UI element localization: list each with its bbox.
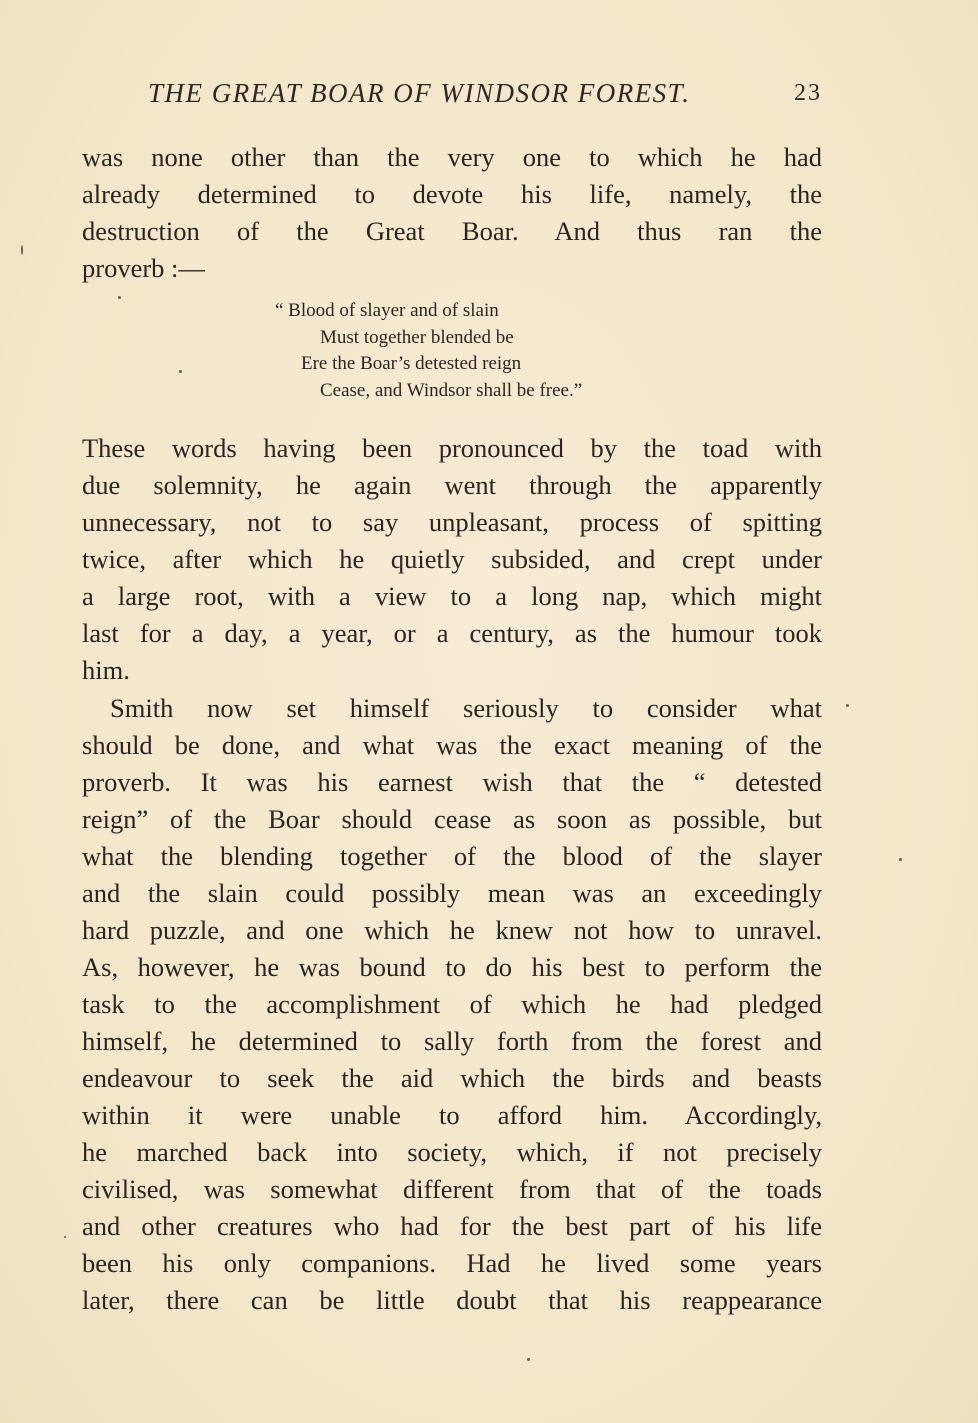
page-number: 23: [794, 80, 822, 106]
text-line: him.: [82, 655, 130, 685]
text-line: proverb :—: [82, 253, 205, 283]
verse-line: Must together blended be: [320, 326, 514, 348]
text-line: already determined to devote his life, namely, the: [82, 179, 822, 209]
text-line: due solemnity, he again went through the apparently: [82, 470, 822, 500]
text-line: Smith now set himself seriously to consider what: [110, 693, 822, 723]
paragraph-1: [82, 139, 822, 287]
paragraph-3: [82, 690, 822, 1319]
text-line: should be done, and what was the exact meaning of the: [82, 730, 822, 760]
verse-line: “ Blood of slayer and of slain: [275, 300, 499, 321]
paper-speck: [899, 858, 902, 861]
text-line: task to the accomplishment of which he had pledged: [82, 989, 822, 1019]
paragraph-2: [82, 430, 822, 689]
text-line: These words having been pronounced by the toad with: [82, 433, 822, 463]
text-line: reign” of the Boar should cease as soon as possible, but: [82, 804, 822, 834]
paper-speck: [64, 1236, 66, 1238]
text-line: destruction of the Great Boar. And thus ran the: [82, 216, 822, 246]
text-line: and other creatures who had for the best part of his life: [82, 1211, 822, 1241]
text-line: later, there can be little doubt that his reappearance: [82, 1285, 822, 1315]
paper-speck: [527, 1358, 530, 1361]
text-line: unnecessary, not to say unpleasant, process of spitting: [82, 507, 822, 537]
text-line: twice, after which he quietly subsided, and crept under: [82, 544, 822, 574]
verse-line: Ere the Boar’s detested reign: [301, 353, 522, 374]
running-head: [82, 78, 822, 114]
text-line: was none other than the very one to which he had: [82, 142, 822, 172]
text-line: within it were unable to afford him. Accordingly,: [82, 1100, 822, 1130]
text-line: hard puzzle, and one which he knew not how to unravel.: [82, 915, 822, 945]
verse-line: Cease, and Windsor shall be free.”: [320, 379, 583, 401]
text-line: civilised, was somewhat different from that of the toads: [82, 1174, 822, 1204]
text-line: himself, he determined to sally forth from the forest and: [82, 1026, 822, 1056]
text-line: a large root, with a view to a long nap, which might: [82, 581, 822, 611]
paper-speck: [21, 245, 23, 255]
text-line: and the slain could possibly mean was an exceedingly: [82, 878, 822, 908]
proverb-verse: [275, 298, 582, 404]
text-line: he marched back into society, which, if not precisely: [82, 1137, 822, 1167]
text-line: been his only companions. Had he lived some years: [82, 1248, 822, 1278]
text-line: endeavour to seek the aid which the birds and beasts: [82, 1063, 822, 1093]
paper-speck: [118, 296, 121, 299]
text-line: what the blending together of the blood of the slayer: [82, 841, 822, 871]
paper-speck: [846, 704, 849, 707]
text-line: last for a day, a year, or a century, as the humour took: [82, 618, 822, 648]
running-head-title: THE GREAT BOAR OF WINDSOR FOREST.: [148, 78, 691, 108]
text-line: proverb. It was his earnest wish that the “ detested: [82, 767, 822, 797]
paper-speck: [179, 370, 182, 373]
text-line: As, however, he was bound to do his best to perform the: [82, 952, 822, 982]
